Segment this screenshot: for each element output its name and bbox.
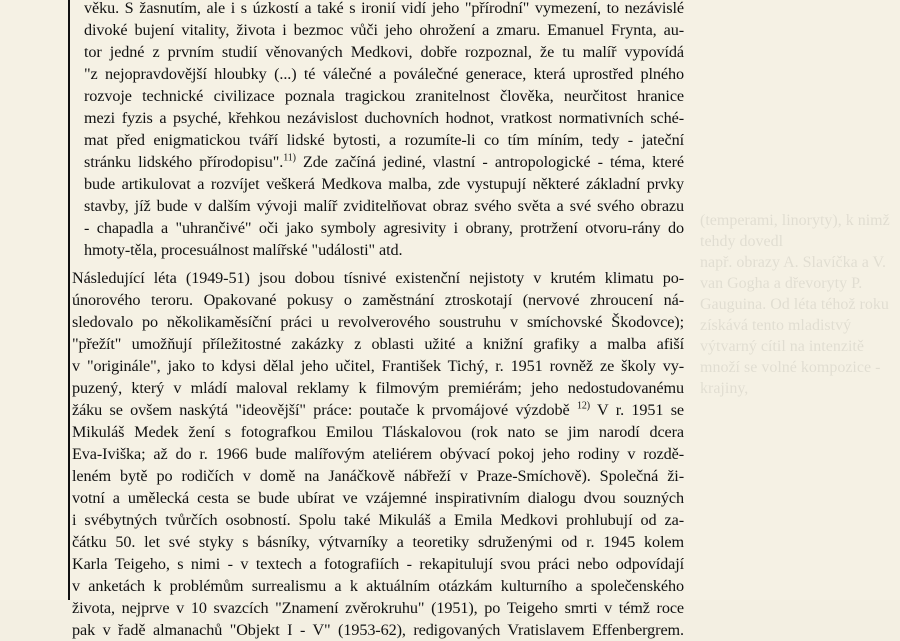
text-line: pak v řadě almanachů "Objekt I - V" (1953-62), redigovaných Vratislavem Effenbergrem. bbox=[72, 621, 684, 639]
text-line: "z nejopravdovější hloubky (...) té válečné a poválečné generace, která uprostřed plného bbox=[84, 65, 684, 83]
text-fragment: stránku lidského přírodopisu". bbox=[84, 153, 284, 171]
bleed-line: získává tento mladistvý výtvarný cítil na intenzitě množí se volné kompozice - krajiny, bbox=[700, 317, 881, 397]
text-fragment: žáku se ovšem naskýtá "ideovější" práce: poutače k prvomájové výzdobě bbox=[72, 401, 570, 419]
text-line: Eva-Iviška; až do r. 1966 bude malířovým ateliérem obývací pokoj jeho rodiny v rozdě- bbox=[72, 445, 684, 463]
text-line: věku. S žasnutím, ale i s úzkostí a také s ironií vidí jeho "přírodní" vymezení, to nezávislé bbox=[84, 0, 684, 17]
text-fragment: V r. 1951 se bbox=[590, 401, 684, 419]
text-line: - chapadla a "uhrančivé" oči jako symboly agresivity i obrany, protržení otvoru-rány do bbox=[84, 219, 684, 237]
text-line: únorového teroru. Opakované pokusy o zaměstnání ztroskotají (nervové zhroucení ná- bbox=[72, 291, 684, 309]
margin-rule bbox=[68, 0, 70, 600]
text-line: divoké bujení vitality, života i bezmoc vůči jeho ohrožení a zmaru. Emanuel Frynta, au- bbox=[84, 21, 684, 39]
bleed-line: např. obrazy A. Slavíčka a V. van Gogha a dřevoryty P. Gauguina. Od léta téhož roku bbox=[700, 254, 889, 313]
text-line: i svébytných tvůrčích osobností. Spolu také Mikuláš a Emila Medkovi prohlubují od za- bbox=[72, 511, 684, 529]
text-line: "přežít" umožňují příležitostné zakázky z oblasti užité a knižní grafiky a malba afiší bbox=[72, 335, 684, 353]
text-line: mezi fyzis a psyché, křehkou nezávislost duchovních hodnot, vratkost normativních sché- bbox=[84, 109, 684, 127]
text-fragment: Zde začíná jediné, vlastní - antropologické - téma, které bbox=[295, 153, 684, 171]
text-line: života, nejprve v 10 svazcích "Znamení zvěrokruhu" (1951), po Teigeho smrti v témž roce bbox=[72, 599, 684, 617]
paragraph-1 bbox=[84, 0, 684, 261]
text-line: v "originále", jako to kdysi dělal jeho učitel, František Tichý, r. 1951 rovněž ze školy vy- bbox=[72, 357, 684, 375]
text-line: puzený, který v mládí maloval reklamy k filmovým premiérám; jeho nedostudovanému bbox=[72, 379, 684, 397]
text-line: tor jedné z prvním studií věnovaných Medkovi, dobře rozpoznal, že tu malíř vypovídá bbox=[84, 43, 684, 61]
text-line: votní a umělecká cesta se bude ubírat ve vzájemné inspirativním dialogu dvou souzných bbox=[72, 489, 684, 507]
text-line: Mikuláš Medek žení s fotografkou Emilou Tláskalovou (rok nato se jim narodí dcera bbox=[72, 423, 684, 441]
text-line: stavby, jíž bude v dalším vývoji malíř zviditelňovat obraz svého světa a své svého obrazu bbox=[84, 197, 684, 215]
text-line bbox=[84, 151, 684, 173]
text-line bbox=[72, 399, 684, 421]
text-line: čátku 50. let své styky s básníky, výtvarníky a teoretiky sdruženými od r. 1945 kolem bbox=[72, 533, 684, 551]
text-line: Následující léta (1949-51) jsou dobou tísnivé existenční nejistoty v krutém klimatu po- bbox=[72, 269, 684, 287]
footnote-ref: 12) bbox=[576, 400, 590, 412]
text-line: leném bytě po rodičích v domě na Janáčkově nábřeží v Praze-Smíchově). Společná ži- bbox=[72, 467, 684, 485]
text-line: mat před enigmatickou tváří lidské bytosti, a rozumíte-li co tím míním, tedy - jateční bbox=[84, 131, 684, 149]
text-line: hmoty-těla, procesuálnost malířské "události" atd. bbox=[84, 241, 403, 259]
text-line: Karla Teigeho, s nimi - v textech a fotografiích - rekapitulují svou práci nebo odpovídají bbox=[72, 555, 684, 573]
bleed-through-text bbox=[700, 210, 900, 510]
text-line: v anketách k problémům surrealismu a k aktuálním otázkám kulturního a společenského bbox=[72, 577, 684, 595]
text-line: bude artikulovat a rozvíjet veškerá Medkova malba, zde vystupují některé základní prvky bbox=[84, 175, 684, 193]
text-line: rozvoje technické civilizace poznala tragickou zranitelnost člověka, neurčitost hranice bbox=[84, 87, 684, 105]
footnote-ref: 11) bbox=[283, 152, 296, 164]
paragraph-2 bbox=[72, 267, 684, 641]
bleed-line: (temperami, linoryty), k nimž tehdy dovedl bbox=[700, 212, 890, 250]
text-line: sledovalo po několikaměsíční práci u revolverového soustruhu v smíchovské Škodovce); bbox=[72, 313, 684, 331]
